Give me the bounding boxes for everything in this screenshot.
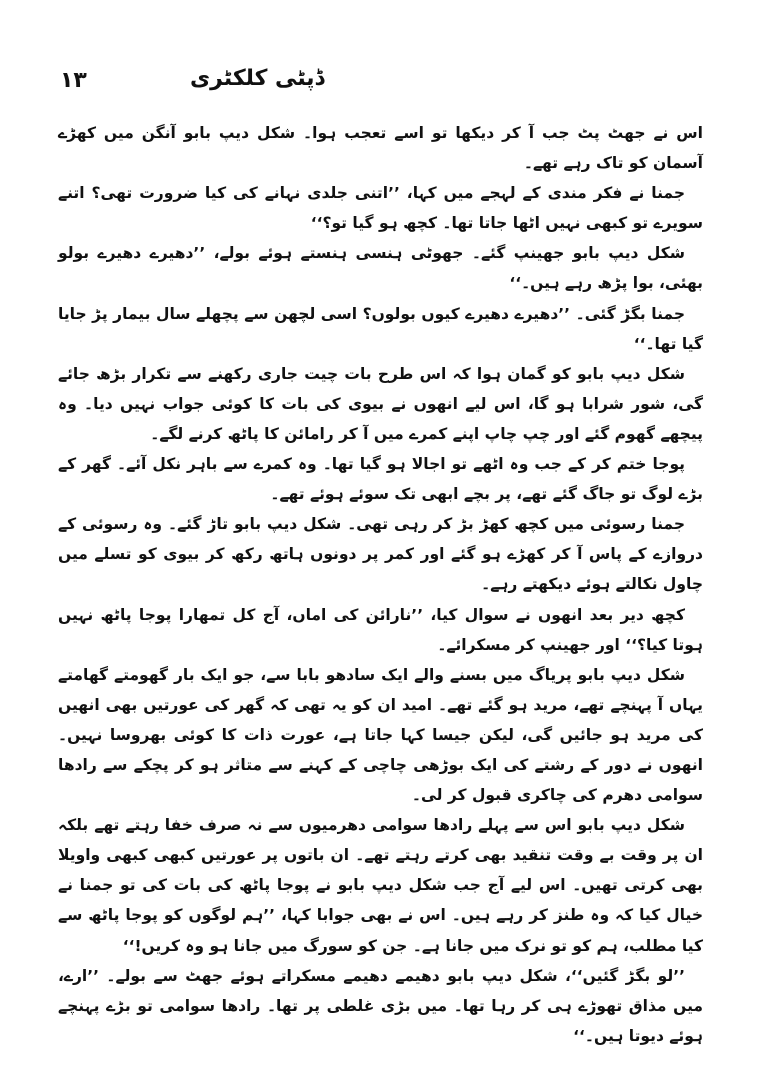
paragraph: ’’لو بگڑ گئیں‘‘، شکل دیپ بابو دھیمے دھیمے مسکراتے ہوئے جھٹ سے بولے۔ ’’ارے، میں مذاق تھوڑے ہی کر رہا تھا۔ میں بڑی غلطی پر تھا۔ رادھا سوامی تو بڑے پہنچے ہوئے دیوتا ہیں۔‘‘ xyxy=(58,966,703,1045)
page-number: ۱۳ xyxy=(60,68,87,93)
paragraph: شکل دیپ بابو اس سے پہلے رادھا سوامی دھرمیوں سے نہ صرف خفا رہتے تھے بلکہ ان پر وقت بے وقت تنقید بھی کرتے رہتے تھے۔ ان باتوں پر عورتیں کبھی کبھی واویلا بھی کرتی تھیں۔ اس لیے آج جب شکل دیپ بابو نے پوجا پاٹھ کی بات کی تو جمنا نے خیال کیا کہ وہ طنز کر رہے ہیں۔ اس نے بھی جوابا کہا، ’’ہم لوگوں کو پوجا پاٹھ سے کیا مطلب، ہم کو تو نرک میں جانا ہے۔ جن کو سورگ میں جانا ہو وہ کریں!‘‘ xyxy=(58,816,703,955)
paragraph: جمنا بگڑ گئی۔ ’’دھیرے دھیرے کیوں بولوں؟ اسی لچھن سے پچھلے سال بیمار پڑ جایا گیا تھا۔‘‘ xyxy=(58,304,703,353)
paragraph: کچھ دیر بعد انھوں نے سوال کیا، ’’نارائن کی اماں، آج کل تمھارا پوجا پاٹھ نہیں ہوتا کیا؟‘‘ اور جھینپ کر مسکرائے۔ xyxy=(58,605,703,654)
paragraph: جمنا رسوئی میں کچھ کھڑ بڑ کر رہی تھی۔ شکل دیپ بابو تاڑ گئے۔ وہ رسوئی کے دروازے کے پاس آ کر کھڑے ہو گئے اور کمر پر دونوں ہاتھ رکھ کر بیوی کو تسلے میں چاول نکالتے ہوئے دیکھتے رہے۔ xyxy=(58,515,703,594)
running-title: ڈپٹی کلکٹری xyxy=(190,66,325,91)
paragraph: پوجا ختم کر کے جب وہ اٹھے تو اجالا ہو گیا تھا۔ وہ کمرے سے باہر نکل آئے۔ گھر کے بڑے لوگ تو جاگ گئے تھے، پر بچے ابھی تک سوئے ہوئے تھے۔ xyxy=(58,455,703,504)
page-header xyxy=(60,62,701,102)
paragraph: شکل دیپ بابو پریاگ میں بسنے والے ایک سادھو بابا سے، جو ایک بار گھومتے گھامتے یہاں آ پہنچے تھے، مرید ہو گئے تھے۔ امید ان کو یہ تھی کہ گھر کی عورتیں بھی انھیں کی مرید ہو جائیں گی، لیکن جیسا کہا جاتا ہے، عورت ذات کا کوئی بھروسا نہیں۔ انھوں نے دور کے رشتے کی ایک بوڑھی چاچی کے کہنے سے متاثر ہو کر پچکے سے رادھا سوامی دھرم کی چاکری قبول کر لی۔ xyxy=(58,665,703,805)
paragraph: شکل دیپ بابو جھینپ گئے۔ جھوٹی ہنسی ہنستے ہوئے بولے، ’’دھیرے دھیرے بولو بھئی، بوا پڑھ رہے ہیں۔‘‘ xyxy=(58,244,703,293)
paragraph: اس نے جھٹ پٹ جب آ کر دیکھا تو اسے تعجب ہوا۔ شکل دیپ بابو آنگن میں کھڑے آسمان کو تاک رہے تھے۔ xyxy=(58,124,703,173)
paragraph: جمنا نے فکر مندی کے لہجے میں کہا، ’’اتنی جلدی نہانے کی کیا ضرورت تھی؟ اتنے سویرے تو کبھی نہیں اٹھا جاتا تھا۔ کچھ ہو گیا تو؟‘‘ xyxy=(58,184,703,233)
body-text xyxy=(58,118,703,1051)
paragraph: شکل دیپ بابو کو گمان ہوا کہ اس طرح بات چیت جاری رکھنے سے تکرار بڑھ جائے گی، شور شرابا ہو گا، اس لیے انھوں نے بیوی کی بات کا کوئی جواب نہیں دیا۔ وہ پیچھے گھوم گئے اور چپ چاپ اپنے کمرے میں آ کر رامائن کا پاٹھ کرنے لگے۔ xyxy=(58,364,703,443)
